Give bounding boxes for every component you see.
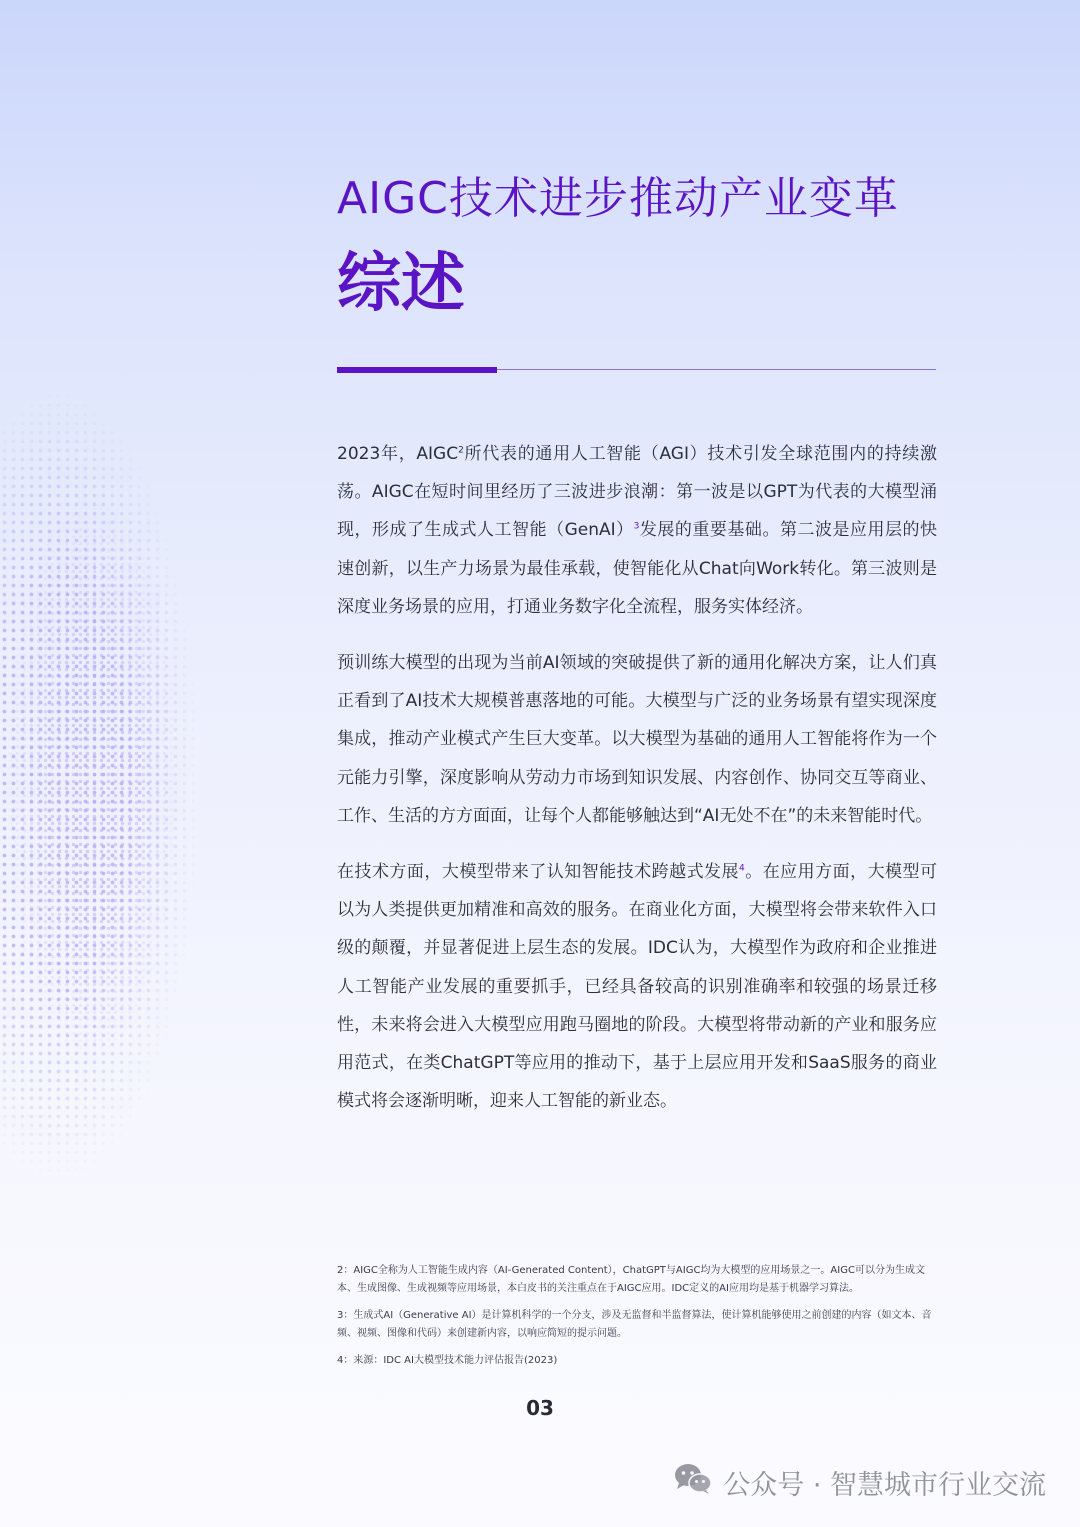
footnotes xyxy=(337,1262,937,1379)
footnote-3: 3：生成式AI（Generative AI）是计算机科学的一个分支，涉及无监督和半监督算法，使计算机能够使用之前创建的内容（如文本、音频、视频、图像和代码）来创建新内容，以响应简短的提示问题。 xyxy=(337,1310,932,1339)
watermark-text: 公众号 · 智慧城市行业交流 xyxy=(723,1470,1046,1501)
body-text xyxy=(337,435,937,1138)
watermark xyxy=(673,1462,1046,1503)
page-number: 03 xyxy=(526,1396,554,1420)
footnote-2: 2：AIGC全称为人工智能生成内容（AI-Generated Content），ChatGPT与AIGC均为大模型的应用场景之一。AIGC可以分为生成文本、生成图像、生成视频等应用场景，本白皮书的关注重点在于AIGC应用。IDC定义的AI应用均是基于机器学习算法。 xyxy=(337,1265,925,1294)
paragraph-1-part-a: 2023年，AIGC xyxy=(337,444,459,464)
page-subtitle: 综述 xyxy=(337,247,465,321)
paragraph-1-part-b: 所代表的通用人工智能（AGI）技术引发全球范围内的持续激荡。AIGC在短时间里经历了三波进步浪潮：第一波是以GPT为代表的大模型涌现，形成了生成式人工智能（GenAI） xyxy=(337,444,937,541)
paragraph-1 xyxy=(337,435,937,626)
wechat-icon xyxy=(673,1462,713,1503)
paragraph-3-part-a: 在技术方面，大模型带来了认知智能技术跨越式发展 xyxy=(337,862,740,883)
paragraph-3 xyxy=(337,853,937,1120)
paragraph-2: 预训练大模型的出现为当前AI领域的突破提供了新的通用化解决方案，让人们真正看到了AI技术大规模普惠落地的可能。大模型与广泛的业务场景有望实现深度集成，推动产业模式产生巨大变革。以大模型为基础的通用人工智能将作为一个元能力引擎，深度影响从劳动力市场到知识发展、内容创作、协同交互等商业、工作、生活的方方面面，让每个人都能够触达到“AI无处不在”的未来智能时代。 xyxy=(337,653,937,826)
page-title: AIGC技术进步推动产业变革 xyxy=(337,173,899,224)
footnote-ref-2: 2 xyxy=(458,445,464,456)
paragraph-3-part-b: 。在应用方面，大模型可以为人类提供更加精准和高效的服务。在商业化方面，大模型将会带来软件入口级的颠覆，并显著促进上层生态的发展。IDC认为，大模型作为政府和企业推进人工智能产业发展的重要抓手，已经具备较高的识别准确率和较强的场景迁移性，未来将会进入大模型应用跑马圈地的阶段。大模型将带动新的产业和服务应用范式，在类ChatGPT等应用的推动下，基于上层应用开发和SaaS服务的商业模式将会逐渐明晰，迎来人工智能的新业态。 xyxy=(337,862,938,1112)
dot-wave-decoration-inner xyxy=(0,330,230,1230)
divider-accent xyxy=(337,367,497,373)
footnote-4: 4：来源：IDC AI大模型技术能力评估报告(2023) xyxy=(337,1355,558,1366)
footnote-ref-4: 4 xyxy=(739,863,745,874)
footnote-ref-3: 3 xyxy=(633,521,640,532)
paragraph-1-part-c: 发展的重要基础。第二波是应用层的快速创新，以生产力场景为最佳承载，使智能化从Chat向Work转化。第三波则是深度业务场景的应用，打通业务数字化全流程，服务实体经济。 xyxy=(337,520,937,617)
